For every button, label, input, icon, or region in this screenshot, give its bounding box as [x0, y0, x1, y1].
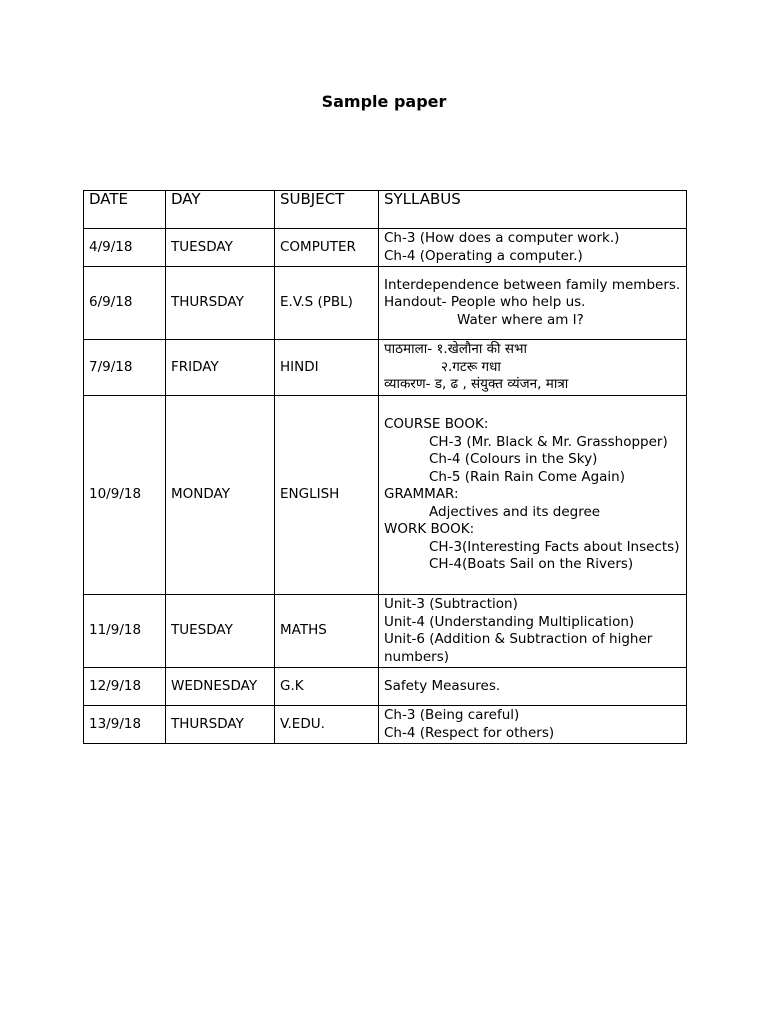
row-subject: V.EDU.	[275, 706, 379, 744]
table-row	[84, 267, 687, 340]
row-syllabus	[379, 396, 687, 595]
syllabus-line: Ch-4 (Colours in the Sky)	[429, 451, 598, 468]
row-subject: HINDI	[275, 340, 379, 396]
table-row	[84, 668, 687, 706]
syllabus-line: Ch-5 (Rain Rain Come Again)	[429, 468, 625, 485]
syllabus-line: CH-3 (Mr. Black & Mr. Grasshopper)	[429, 433, 668, 450]
header-subject: SUBJECT	[275, 191, 379, 229]
table-row	[84, 595, 687, 668]
syllabus-line: Ch-4 (Operating a computer.)	[384, 247, 583, 264]
syllabus-line: Ch-4 (Respect for others)	[384, 724, 555, 741]
row-date: 12/9/18	[84, 668, 166, 706]
row-day: WEDNESDAY	[166, 668, 275, 706]
row-day: FRIDAY	[166, 340, 275, 396]
table-row	[84, 229, 687, 267]
row-syllabus	[379, 668, 687, 706]
row-day: MONDAY	[166, 396, 275, 595]
syllabus-line: CH-4(Boats Sail on the Rivers)	[429, 556, 634, 573]
header-date: DATE	[84, 191, 166, 229]
exam-schedule-table	[83, 190, 687, 744]
table-row	[84, 340, 687, 396]
row-syllabus	[379, 595, 687, 668]
row-date: 6/9/18	[84, 267, 166, 340]
table-row	[84, 706, 687, 744]
header-syllabus: SYLLABUS	[379, 191, 687, 229]
row-subject: G.K	[275, 668, 379, 706]
table-header-row	[84, 191, 687, 229]
row-day: TUESDAY	[166, 595, 275, 668]
syllabus-line: Safety Measures.	[384, 677, 501, 694]
syllabus-line: WORK BOOK:	[384, 521, 475, 538]
row-subject: E.V.S (PBL)	[275, 267, 379, 340]
row-date: 4/9/18	[84, 229, 166, 267]
syllabus-line: CH-3(Interesting Facts about Insects)	[429, 538, 680, 555]
row-syllabus	[379, 229, 687, 267]
row-syllabus	[379, 267, 687, 340]
syllabus-line: COURSE BOOK:	[384, 416, 489, 433]
row-syllabus	[379, 340, 687, 396]
syllabus-line: Ch-3 (Being careful)	[384, 707, 520, 723]
syllabus-line: पाठमाला- १.खेलौना की सभा	[384, 341, 527, 358]
syllabus-line: Water where am I?	[457, 311, 584, 328]
row-date: 13/9/18	[84, 706, 166, 744]
syllabus-line: Unit-4 (Understanding Multiplication)	[384, 613, 635, 630]
page-title: Sample paper	[321, 92, 447, 111]
row-syllabus	[379, 706, 687, 744]
syllabus-line: Unit-6 (Addition & Subtraction of higher numbers)	[384, 631, 653, 665]
syllabus-line: Adjectives and its degree	[429, 503, 601, 520]
row-day: TUESDAY	[166, 229, 275, 267]
syllabus-line: Interdependence between family members.	[384, 276, 681, 293]
row-day: THURSDAY	[166, 706, 275, 744]
syllabus-line: Ch-3 (How does a computer work.)	[384, 230, 620, 246]
syllabus-line: व्याकरण- ड, ढ , संयुक्त व्यंजन, मात्रा	[384, 376, 569, 393]
syllabus-line: Handout- People who help us.	[384, 294, 586, 311]
row-date: 7/9/18	[84, 340, 166, 396]
row-subject: COMPUTER	[275, 229, 379, 267]
row-day: THURSDAY	[166, 267, 275, 340]
syllabus-line: २.गटरू गधा	[441, 358, 501, 375]
row-subject: ENGLISH	[275, 396, 379, 595]
row-date: 11/9/18	[84, 595, 166, 668]
syllabus-line: GRAMMAR:	[384, 486, 459, 503]
row-date: 10/9/18	[84, 396, 166, 595]
row-subject: MATHS	[275, 595, 379, 668]
header-day: DAY	[166, 191, 275, 229]
table-row	[84, 396, 687, 595]
syllabus-line: Unit-3 (Subtraction)	[384, 596, 518, 612]
